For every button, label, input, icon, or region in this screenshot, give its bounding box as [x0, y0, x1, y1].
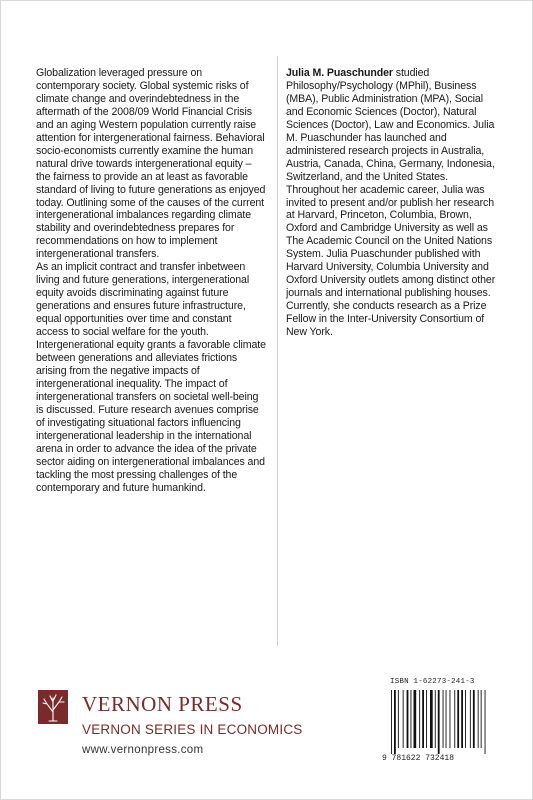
isbn-label: ISBN 1-62273-241-3	[390, 678, 475, 686]
series-name: VERNON SERIES IN ECONOMICS	[82, 722, 303, 737]
isbn-digits: 9 781622 732418	[382, 754, 455, 763]
blurb-column	[36, 67, 266, 494]
isbn-barcode-block	[382, 676, 500, 766]
vernon-press-logo-icon	[38, 690, 68, 724]
publisher-url[interactable]: www.vernonpress.com	[82, 744, 204, 756]
barcode-icon	[390, 690, 496, 754]
blurb-paragraph-1: Globalization leveraged pressure on contemporary society. Global systemic risks of climate change and overindebtedness in the aftermath of the 2008/09 World Financial Crisis and an aging Western population currently raise attention for intergenerational fairness. Behavioral socio-economists currently examine the human natural drive towards intergenerational equity – the fairness to provide an at least as favorable standard of living to future generations as enjoyed today. Outlining some of the causes of the current intergenerational imbalances regarding climate stability and overindebtedness prepares for recommendations on how to implement intergenerational transfers.	[36, 67, 266, 261]
author-bio-text: studied Philosophy/Psychology (MPhil), Business (MBA), Public Administration (MPA), Social and Economic Sciences (Doctor), Natural Sciences (Doctor), Law and Economics. Julia M. Puaschunder has launched and administered research projects in Australia, Austria, Canada, China, Germany, Indonesia, Switzerland, and the United States. Throughout her academic career, Julia was invited to present and/or publish her research at Harvard, Princeton, Columbia, Brown, Oxford and Cambridge University as well as The Academic Council on the United Nations System. Julia Puaschunder published with Harvard University, Columbia University and Oxford University outlets among distinct other journals and international publishing houses. Currently, she conducts research as a Prize Fellow in the Inter-University Consortium of New York.	[286, 67, 496, 339]
author-bio	[286, 67, 500, 339]
publisher-name: VERNON PRESS	[82, 692, 243, 716]
blurb-paragraph-2: As an implicit contract and transfer inbetween living and future generations, intergenerational equity avoids discriminating against future generations and ensures future infrastructure, equal opportunities over time and constant access to social welfare for the youth. Intergenerational equity grants a favorable climate between generations and alleviates frictions arising from the negative impacts of intergenerational inequality. The impact of intergenerational transfers on societal well-being is discussed. Future research avenues comprise of investigating situational factors influencing intergenerational leadership in the international arena in order to advance the idea of the private sector aiding on intergenerational imbalances and tackling the most pressing challenges of the contemporary and future humankind.	[36, 261, 266, 494]
column-divider	[277, 56, 278, 646]
author-bio-column	[286, 67, 500, 339]
author-name: Julia M. Puaschunder	[286, 67, 393, 79]
